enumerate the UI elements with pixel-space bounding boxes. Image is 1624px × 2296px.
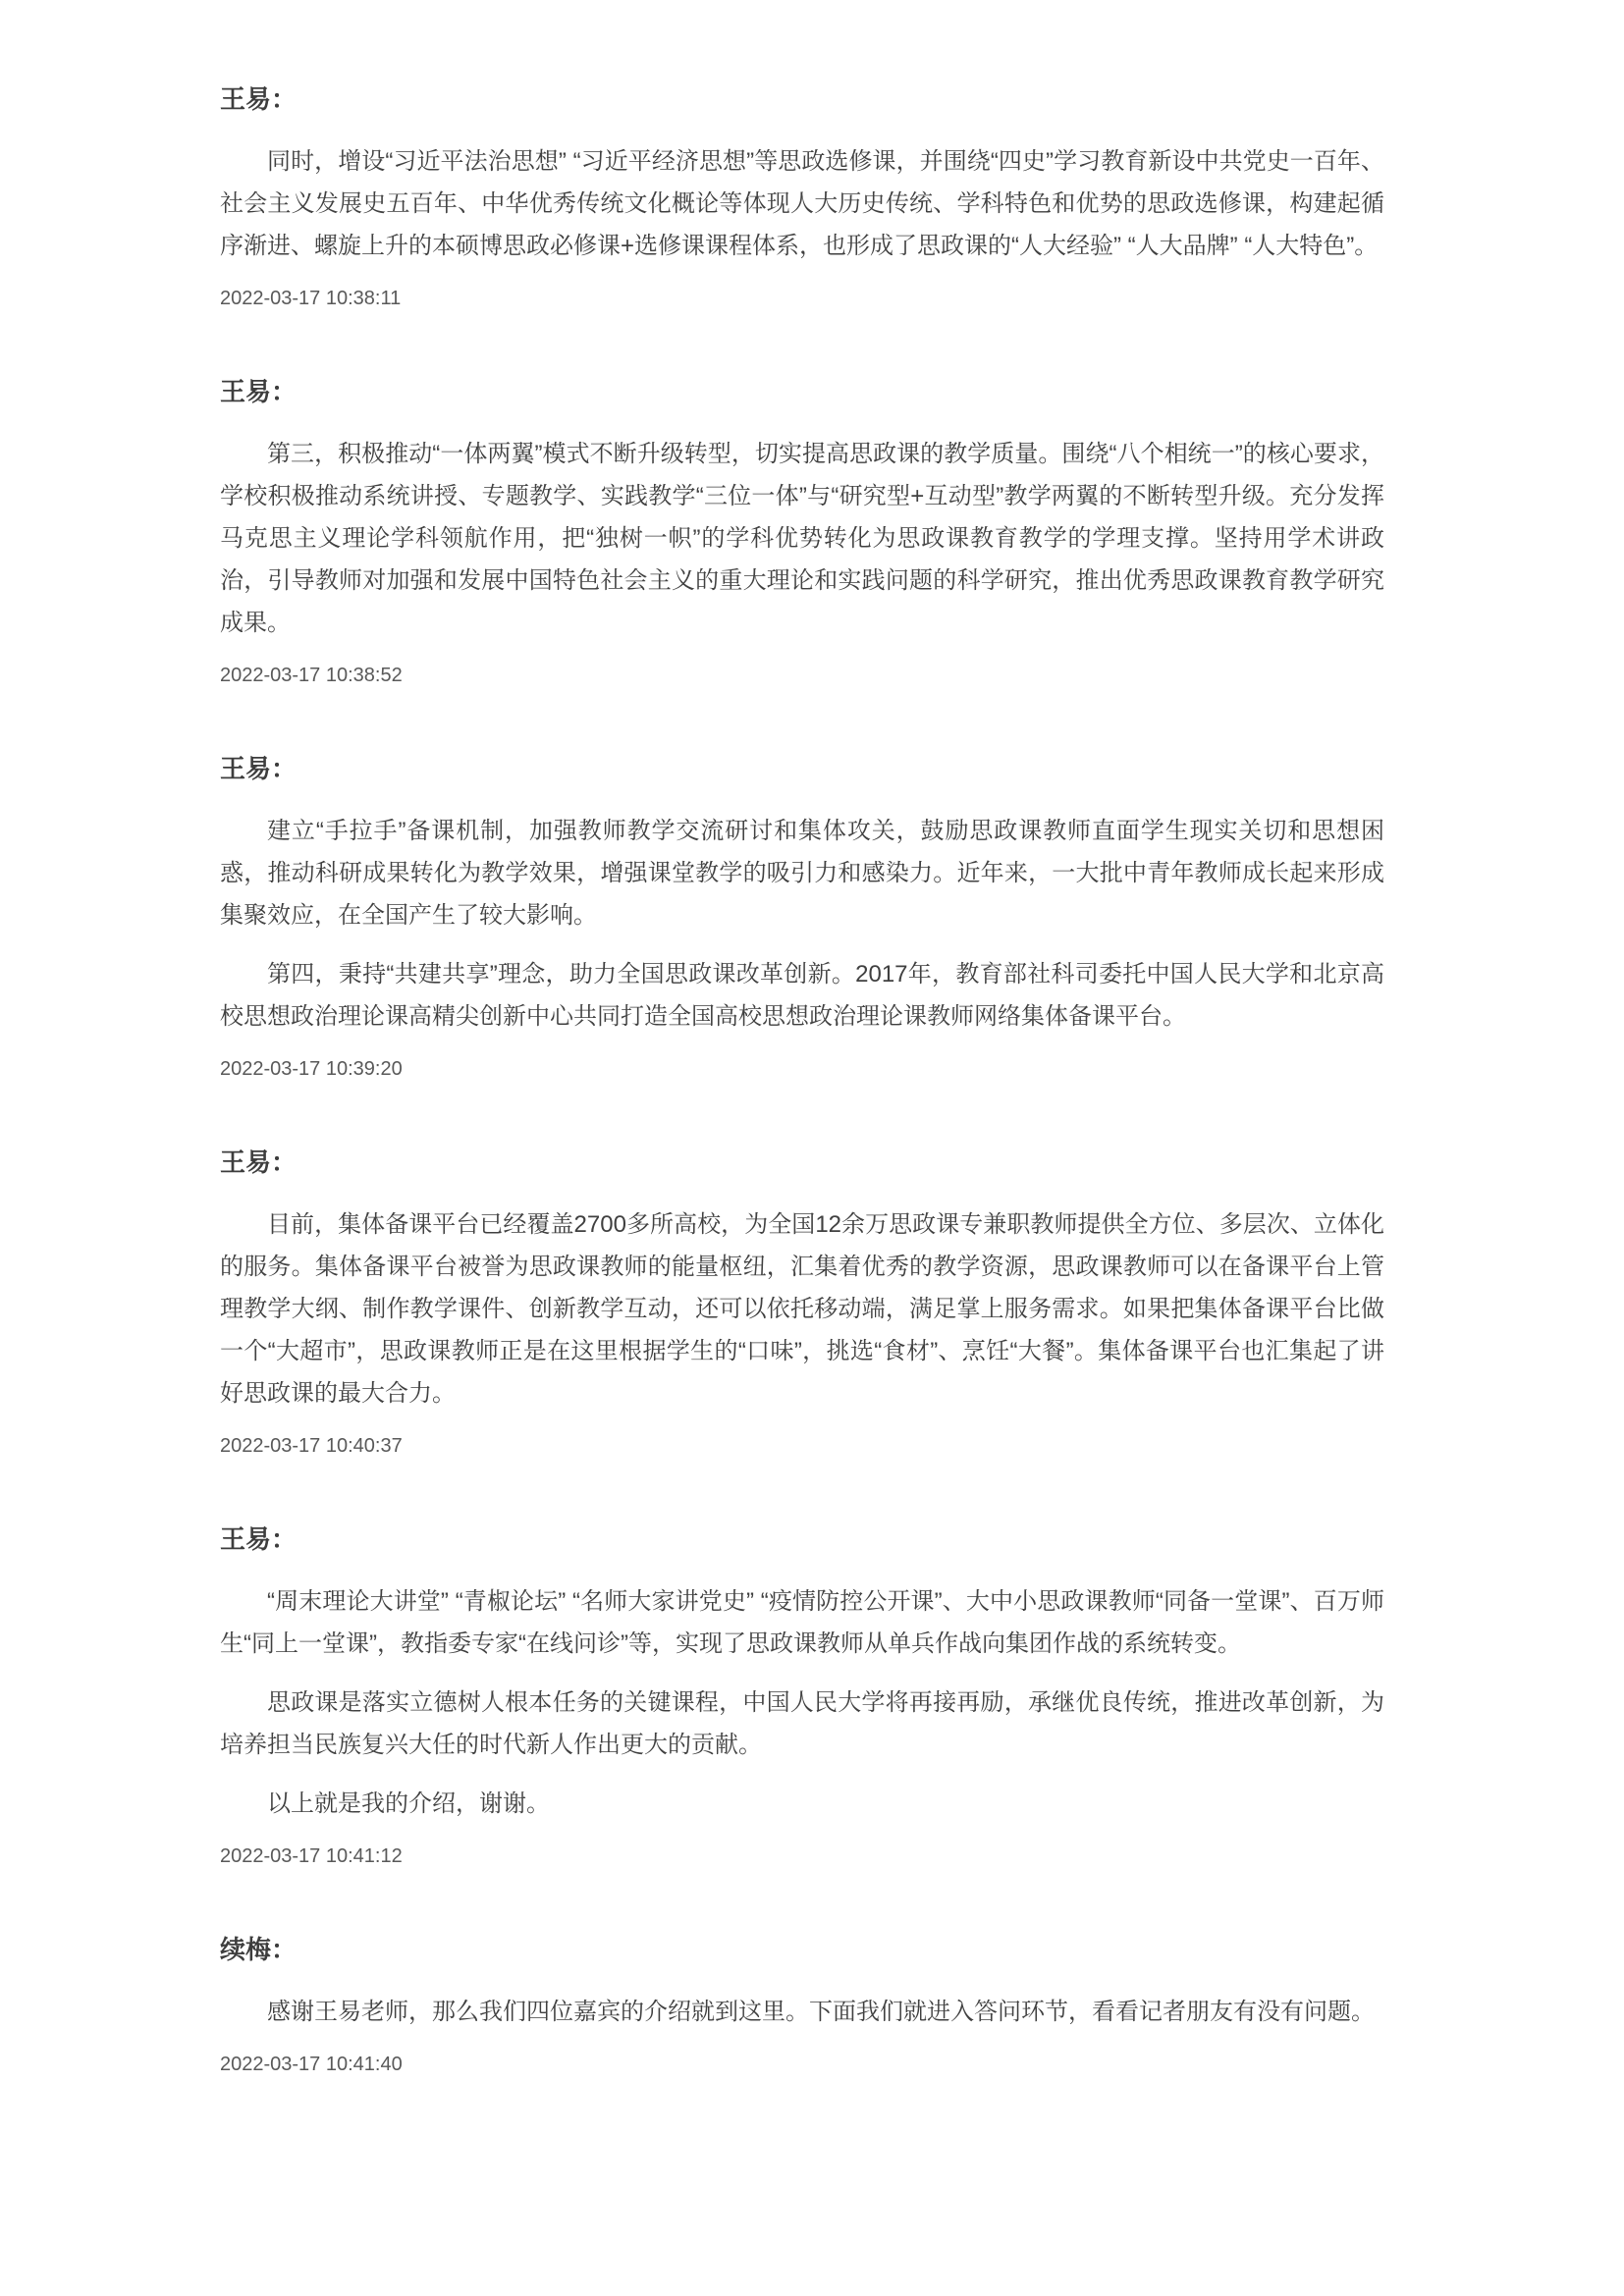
speech-block bbox=[220, 1147, 1384, 1461]
speech-block bbox=[220, 83, 1384, 313]
speech-paragraphs bbox=[220, 810, 1384, 1038]
transcript-content bbox=[220, 83, 1384, 2079]
speaker-name: 王易： bbox=[220, 377, 298, 406]
speech-paragraphs bbox=[220, 433, 1384, 644]
speaker-name: 续梅： bbox=[220, 1935, 298, 1964]
speech-paragraph: 目前，集体备课平台已经覆盖2700多所高校，为全国12余万思政课专兼职教师提供全方位、多层次、立体化的服务。集体备课平台被誉为思政课教师的能量枢纽，汇集着优秀的教学资源，思政课教师可以在备课平台上管理教学大纲、制作教学课件、创新教学互动，还可以依托移动端，满足掌上服务需求。如果把集体备课平台比做一个“大超市”，思政课教师正是在这里根据学生的“口味”，挑选“食材”、烹饪“大餐”。集体备课平台也汇集起了讲好思政课的最大合力。 bbox=[220, 1211, 1384, 1407]
speech-paragraph: 感谢王易老师，那么我们四位嘉宾的介绍就到这里。下面我们就进入答问环节，看看记者朋友有没有问题。 bbox=[267, 1999, 1375, 2025]
speech-paragraph: 同时，增设“习近平法治思想” “习近平经济思想”等思政选修课，并围绕“四史”学习教育新设中共党史一百年、社会主义发展史五百年、中华优秀传统文化概论等体现人大历史传统、学科特色和优势的思政选修课，构建起循序渐进、螺旋上升的本硕博思政必修课+选修课课程体系，也形成了思政课的“人大经验” “人大品牌” “人大特色”。 bbox=[220, 148, 1384, 259]
speech-block bbox=[220, 376, 1384, 690]
message-timestamp: 2022-03-17 10:41:12 bbox=[220, 1845, 403, 1867]
speaker-name: 王易： bbox=[220, 1524, 298, 1554]
message-timestamp: 2022-03-17 10:39:20 bbox=[220, 1058, 403, 1080]
speech-block bbox=[220, 753, 1384, 1084]
speech-paragraph: 建立“手拉手”备课机制，加强教师教学交流研讨和集体攻关，鼓励思政课教师直面学生现实关切和思想困惑，推动科研成果转化为教学效果，增强课堂教学的吸引力和感染力。近年来，一大批中青年教师成长起来形成集聚效应，在全国产生了较大影响。 bbox=[220, 818, 1384, 929]
speaker-name: 王易： bbox=[220, 84, 298, 114]
speech-block bbox=[220, 1934, 1384, 2079]
speech-paragraph: 以上就是我的介绍，谢谢。 bbox=[267, 1790, 550, 1817]
speech-paragraphs bbox=[220, 1580, 1384, 1825]
message-timestamp: 2022-03-17 10:38:11 bbox=[220, 288, 402, 309]
speech-block bbox=[220, 1523, 1384, 1871]
message-timestamp: 2022-03-17 10:41:40 bbox=[220, 2054, 403, 2075]
speech-paragraph: “周末理论大讲堂” “青椒论坛” “名师大家讲党史” “疫情防控公开课”、大中小思政课教师“同备一堂课”、百万师生“同上一堂课”，教指委专家“在线问诊”等，实现了思政课教师从单兵作战向集团作战的系统转变。 bbox=[220, 1588, 1384, 1657]
message-timestamp: 2022-03-17 10:40:37 bbox=[220, 1435, 403, 1457]
speech-paragraph: 思政课是落实立德树人根本任务的关键课程，中国人民大学将再接再励，承继优良传统，推进改革创新，为培养担当民族复兴大任的时代新人作出更大的贡献。 bbox=[220, 1689, 1384, 1758]
message-timestamp: 2022-03-17 10:38:52 bbox=[220, 665, 403, 686]
speech-paragraphs bbox=[220, 1991, 1384, 2033]
speaker-name: 王易： bbox=[220, 754, 298, 783]
speech-paragraph: 第三，积极推动“一体两翼”模式不断升级转型，切实提高思政课的教学质量。围绕“八个相统一”的核心要求，学校积极推动系统讲授、专题教学、实践教学“三位一体”与“研究型+互动型”教学两翼的不断转型升级。充分发挥马克思主义理论学科领航作用，把“独树一帜”的学科优势转化为思政课教育教学的学理支撑。坚持用学术讲政治，引导教师对加强和发展中国特色社会主义的重大理论和实践问题的科学研究，推出优秀思政课教育教学研究成果。 bbox=[220, 441, 1384, 636]
speech-paragraph: 第四，秉持“共建共享”理念，助力全国思政课改革创新。2017年，教育部社科司委托中国人民大学和北京高校思想政治理论课高精尖创新中心共同打造全国高校思想政治理论课教师网络集体备课平台。 bbox=[220, 961, 1384, 1030]
speech-paragraphs bbox=[220, 1203, 1384, 1415]
speaker-name: 王易： bbox=[220, 1148, 298, 1177]
speech-paragraphs bbox=[220, 140, 1384, 267]
